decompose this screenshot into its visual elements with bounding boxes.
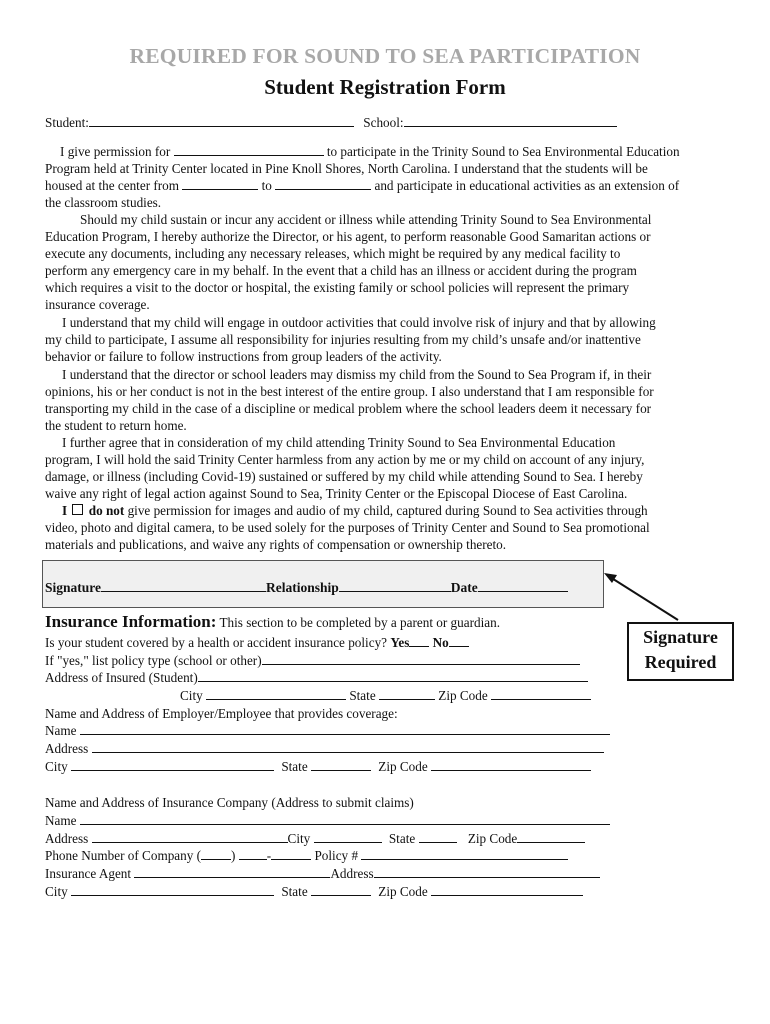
agent-row — [45, 865, 600, 882]
area-code-field[interactable] — [201, 847, 231, 860]
agent-address-field[interactable] — [374, 865, 600, 878]
yes-field[interactable] — [409, 634, 429, 647]
p2-line: insurance coverage. — [45, 297, 150, 312]
employer-city-row — [45, 758, 591, 775]
city-field[interactable] — [71, 883, 274, 896]
insured-city-row — [180, 687, 591, 704]
p1-line: Program held at Trinity Center located in Pine Knoll Shores, North Carolina. I understand that the students will be — [45, 161, 648, 176]
p6-line: materials and publications, and waive any rights of compensation or ownership thereto. — [45, 537, 507, 552]
phone-number-field[interactable] — [271, 847, 311, 860]
city-label: City — [287, 831, 311, 846]
employer-header: Name and Address of Employer/Employee that provides coverage: — [45, 706, 398, 721]
policy-type-label: If "yes," list policy type (school or other) — [45, 653, 262, 668]
p1-text: to participate in the Trinity Sound to Sea Environmental Education — [326, 144, 680, 159]
school-label: School: — [363, 115, 404, 130]
state-label: State — [388, 831, 416, 846]
policy-label: Policy # — [314, 848, 359, 863]
city-label: City — [180, 688, 203, 703]
name-label: Name — [45, 813, 77, 828]
p6-text: give permission for images and audio of my child, captured during Sound to Sea activities through — [127, 503, 648, 518]
date-label: Date — [450, 580, 478, 595]
callout-line: Signature — [643, 627, 718, 647]
covered-question: Is your student covered by a health or accident insurance policy? — [45, 635, 388, 650]
p5-line: damage, or illness (including Covid-19) sustained or suffered by my child while attending Sound to Sea. I hereby — [45, 469, 643, 484]
yes-label: Yes — [390, 635, 410, 650]
signature-required-callout — [627, 622, 734, 681]
phone-row: Phone Number of Company ( ) - Policy # — [45, 847, 568, 864]
company-city-row — [45, 883, 583, 900]
city-label: City — [45, 884, 68, 899]
p6-bold-i: I — [62, 503, 68, 518]
zip-label: Zip Code — [467, 831, 518, 846]
address-insured-field[interactable] — [198, 669, 588, 682]
p4-line: transporting my child in the case of a discipline or medical problem where the school leaders deem it necessary for — [45, 401, 652, 416]
insurance-subtitle: This section to be completed by a parent or guardian. — [219, 615, 500, 630]
page-title: Student Registration Form — [264, 75, 506, 99]
company-name-field[interactable] — [80, 812, 610, 825]
p5-line: program, I will hold the said Trinity Center harmless from any action by me or my child on account of any injury, — [45, 452, 645, 467]
agent-address-label: Address — [330, 866, 374, 881]
insurance-title: Insurance Information: — [45, 612, 217, 631]
company-address-field[interactable] — [92, 830, 288, 843]
student-label: Student: — [45, 115, 89, 130]
relationship-label: Relationship — [266, 580, 339, 595]
company-address-row — [45, 830, 585, 847]
p1-text: to — [261, 178, 272, 193]
zip-field[interactable] — [431, 758, 591, 771]
p3-line: behavior or failure to follow instructions from group leaders of the activity. — [45, 349, 442, 364]
state-label: State — [281, 884, 308, 899]
city-field[interactable] — [206, 687, 346, 700]
state-field[interactable] — [379, 687, 435, 700]
p3-line: I understand that my child will engage in outdoor activities that could involve risk of injury and that by allowing — [62, 315, 656, 330]
company-header: Name and Address of Insurance Company (Address to submit claims) — [45, 795, 414, 810]
employer-name-row — [45, 722, 610, 739]
p6-bold-do-not: do not — [88, 503, 125, 518]
address-insured-label: Address of Insured (Student) — [45, 670, 198, 685]
insurance-header — [45, 613, 500, 631]
p4-line: the student to return home. — [45, 418, 187, 433]
phone-label: Phone Number of Company — [45, 848, 194, 863]
p5-line: waive any right of legal action against Sound to Sea, Trinity Center or the Episcopal Diocese of East Carolina. — [45, 486, 628, 501]
no-field[interactable] — [449, 634, 469, 647]
p2-line: Education Program, I hereby authorize the Director, or his agent, to perform reasonable Good Samaritan actions or — [45, 229, 651, 244]
company-name-row — [45, 812, 610, 829]
state-label: State — [281, 759, 308, 774]
state-field[interactable] — [311, 883, 371, 896]
employer-address-field[interactable] — [92, 740, 604, 753]
covered-row — [45, 634, 469, 651]
zip-label: Zip Code — [378, 884, 428, 899]
p6-line: video, photo and digital camera, to be used solely for the purposes of Trinity Center and Sound to Sea promotional — [45, 520, 650, 535]
city-field[interactable] — [71, 758, 274, 771]
header-required: REQUIRED FOR SOUND TO SEA PARTICIPATION — [129, 44, 641, 68]
no-label: No — [432, 635, 449, 650]
p2-line: execute any documents, including any necessary releases, which might be required by any medical facility to — [45, 246, 621, 261]
p2-line: which requires a visit to the doctor or hospital, the existing family or school policies will represent the primary — [45, 280, 630, 295]
policy-number-field[interactable] — [361, 847, 568, 860]
zip-field[interactable] — [517, 830, 585, 843]
p5-line: I further agree that in consideration of my child attending Trinity Sound to Sea Environmental Education — [62, 435, 616, 450]
city-label: City — [45, 759, 68, 774]
p1-text: and participate in educational activities as an extension of — [374, 178, 680, 193]
employer-address-row — [45, 740, 604, 757]
zip-label: Zip Code — [438, 688, 488, 703]
city-field[interactable] — [314, 830, 382, 843]
zip-label: Zip Code — [378, 759, 428, 774]
zip-field[interactable] — [431, 883, 583, 896]
p1-line: the classroom studies. — [45, 195, 162, 210]
state-field[interactable] — [311, 758, 371, 771]
agent-field[interactable] — [134, 865, 330, 878]
signature-label: Signature — [45, 580, 102, 595]
state-label: State — [349, 688, 376, 703]
p4-line: I understand that the director or school leaders may dismiss my child from the Sound to Sea Program if, in their — [62, 367, 652, 382]
phone-prefix-field[interactable] — [239, 847, 267, 860]
state-field[interactable] — [419, 830, 457, 843]
address-label: Address — [45, 741, 89, 756]
address-insured-row — [45, 669, 588, 686]
policy-type-row — [45, 652, 580, 669]
policy-type-field[interactable] — [262, 652, 580, 665]
agent-label: Insurance Agent — [45, 866, 132, 881]
p3-line: my child to participate, I assume all responsibility for injuries resulting from my child’s unsafe and/or inattentive — [45, 332, 641, 347]
p2-line: Should my child sustain or incur any accident or illness while attending Trinity Sound to Sea Environmental — [80, 212, 652, 227]
zip-field[interactable] — [491, 687, 591, 700]
p1-text: I give permission for — [60, 144, 171, 159]
address-label: Address — [45, 831, 89, 846]
callout-line: Required — [644, 652, 717, 672]
p2-line: perform any emergency care in my behalf. In the event that a child has an illness or accident during the program — [45, 263, 637, 278]
employer-name-field[interactable] — [80, 722, 610, 735]
p4-line: opinions, his or her conduct is not in the best interest of the entire group. I also understand that I am responsible for — [45, 384, 654, 399]
p1-text: housed at the center from — [45, 178, 180, 193]
name-label: Name — [45, 723, 77, 738]
